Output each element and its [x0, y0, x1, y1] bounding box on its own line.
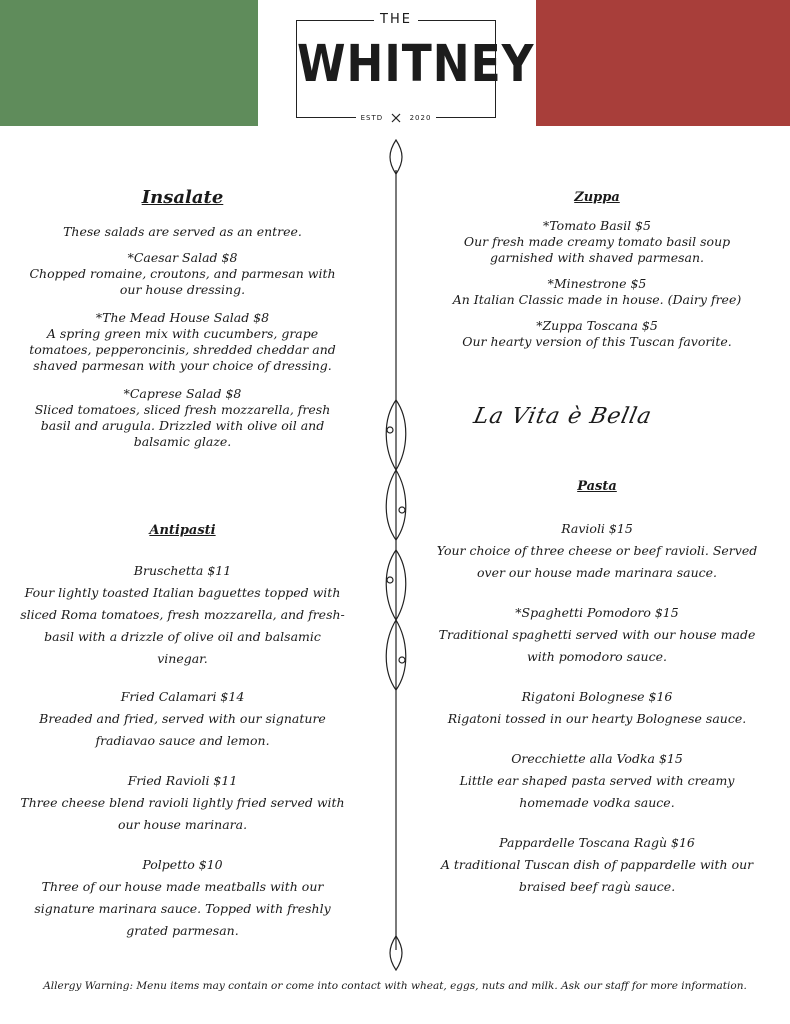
item-title: *Tomato Basil $5 [543, 218, 651, 233]
item-title: Orecchiette alla Vodka $15 [511, 751, 683, 766]
item-description: Our fresh made creamy tomato basil soup garnished with shaved parmesan. [463, 234, 731, 265]
menu-item [432, 832, 762, 898]
item-description: A traditional Tuscan dish of pappardelle with our braised beef ragù sauce. [440, 857, 754, 894]
menu-item [20, 310, 345, 374]
insalate-intro: These salads are served as an entree. [63, 224, 302, 239]
item-description: Chopped romaine, croutons, and parmesan with our house dressing. [29, 266, 336, 297]
menu-item [432, 276, 762, 308]
item-description: An Italian Classic made in house. (Dairy free) [452, 292, 742, 307]
item-title: *The Mead House Salad $8 [95, 310, 270, 325]
item-description: Rigatoni tossed in our hearty Bolognese sauce. [447, 711, 747, 726]
menu-item [20, 560, 345, 670]
ornamental-divider [376, 130, 416, 980]
item-title: Fried Calamari $14 [120, 689, 245, 704]
logo-the: THE [297, 12, 495, 27]
item-description: Your choice of three cheese or beef ravioli. Served over our house made marinara sauce. [436, 543, 758, 580]
item-description: Sliced tomatoes, sliced fresh mozzarella, fresh basil and arugula. Drizzled with olive oil and balsamic glaze. [34, 402, 331, 449]
flag-red-block [536, 0, 790, 126]
item-description: Three of our house made meatballs with our signature marinara sauce. Topped with freshly grated parmesan. [34, 879, 331, 938]
zuppa-heading: Zuppa [574, 190, 620, 205]
item-description: Traditional spaghetti served with our house made with pomodoro sauce. [438, 627, 756, 664]
item-description: Four lightly toasted Italian baguettes topped with sliced Roma tomatoes, fresh mozzarella, and fresh- basil with a drizzle of olive oil and balsamic vinegar. [20, 585, 345, 666]
logo [296, 12, 535, 122]
item-title: *Zuppa Toscana $5 [536, 318, 658, 333]
pasta-section [432, 476, 762, 898]
item-title: Pappardelle Toscana Ragù $16 [499, 835, 695, 850]
item-description: Breaded and fried, served with our signature fradiavao sauce and lemon. [39, 711, 326, 748]
menu-item [20, 250, 345, 298]
menu-item [432, 686, 762, 730]
insalate-heading: Insalate [141, 187, 224, 208]
item-description: Three cheese blend ravioli lightly fried served with our house marinara. [20, 795, 345, 832]
item-title: Ravioli $15 [561, 521, 633, 536]
menu-item [20, 770, 345, 836]
item-title: Polpetto $10 [142, 857, 223, 872]
item-title: Bruschetta $11 [133, 563, 232, 578]
item-title: *Caprese Salad $8 [123, 386, 242, 401]
item-title: Fried Ravioli $11 [127, 773, 238, 788]
antipasti-section [20, 520, 345, 942]
menu-item [20, 686, 345, 752]
menu-item [20, 854, 345, 942]
menu-item [20, 386, 345, 450]
antipasti-heading: Antipasti [149, 523, 216, 538]
menu-item [432, 518, 762, 584]
pasta-heading: Pasta [577, 479, 617, 494]
item-title: *Spaghetti Pomodoro $15 [515, 605, 679, 620]
signature-script: La Vita è Bella [471, 404, 655, 429]
menu-item [432, 602, 762, 668]
item-description: A spring green mix with cucumbers, grape tomatoes, pepperoncinis, shredded cheddar and shaved parmesan with your choice of dressing. [29, 326, 336, 373]
fork-knife-icon [390, 112, 402, 124]
item-description: Little ear shaped pasta served with creamy homemade vodka sauce. [459, 773, 735, 810]
item-description: Our hearty version of this Tuscan favorite. [462, 334, 732, 349]
logo-established [297, 112, 495, 124]
item-title: Rigatoni Bolognese $16 [521, 689, 673, 704]
zuppa-section [432, 190, 762, 350]
item-title: *Minestrone $5 [547, 276, 647, 291]
logo-name: WHITNEY [297, 35, 535, 94]
menu-item [432, 218, 762, 266]
flag-green-block [0, 0, 258, 126]
logo-year: 2020 [409, 114, 432, 122]
menu-item [432, 318, 762, 350]
menu-item [432, 748, 762, 814]
item-title: *Caesar Salad $8 [127, 250, 238, 265]
logo-estd: ESTD [360, 114, 384, 122]
insalate-section [20, 186, 345, 450]
allergy-warning: Allergy Warning: Menu items may contain or come into contact with wheat, eggs, nuts and milk. Ask our staff for more information. [43, 980, 747, 992]
